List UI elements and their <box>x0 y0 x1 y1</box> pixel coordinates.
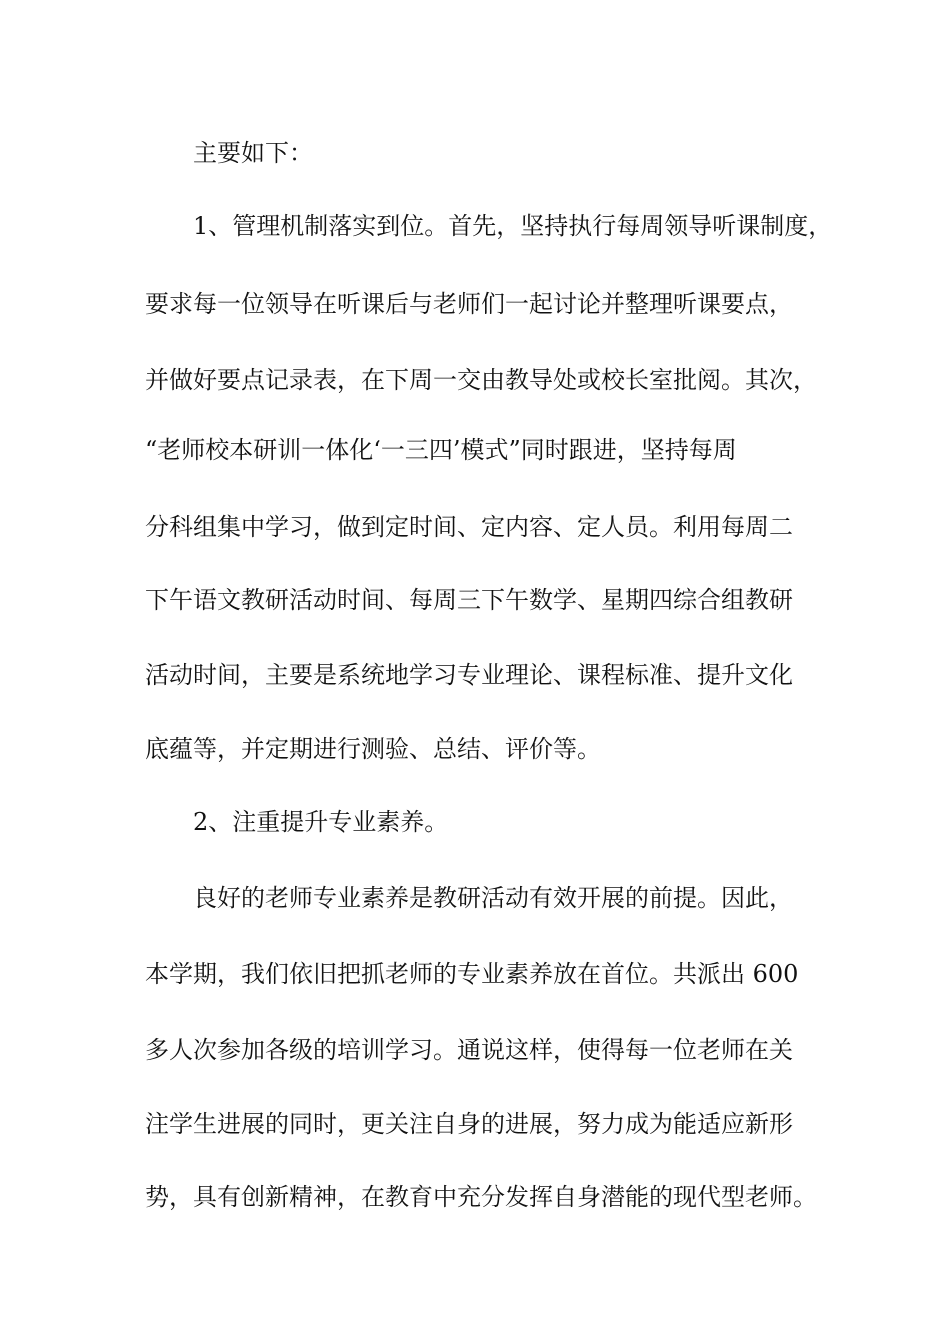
text-line: 下午语文教研活动时间、每周三下午数学、星期四综合组教研 <box>145 586 793 614</box>
text-line: 注学生进展的同时，更关注自身的进展，努力成为能适应新形 <box>145 1110 793 1138</box>
text-line: “老师校本研训一体化‘一三四’模式”同时跟进，坚持每周 <box>145 436 737 464</box>
text-line: 活动时间，主要是系统地学习专业理论、课程标准、提升文化 <box>145 661 793 689</box>
text-line: 2、注重提升专业素养。 <box>193 808 449 836</box>
text-line: 势，具有创新精神，在教育中充分发挥自身潜能的现代型老师。 <box>145 1183 817 1211</box>
text-line: 本学期，我们依旧把抓老师的专业素养放在首位。共派出 600 <box>145 960 799 988</box>
text-line: 主要如下： <box>193 139 313 167</box>
text-line: 良好的老师专业素养是教研活动有效开展的前提。因此， <box>193 884 793 912</box>
text-line: 多人次参加各级的培训学习。通说这样，使得每一位老师在关 <box>145 1036 793 1064</box>
text-line: 分科组集中学习，做到定时间、定内容、定人员。利用每周二 <box>145 513 793 541</box>
text-line: 要求每一位领导在听课后与老师们一起讨论并整理听课要点， <box>145 290 793 318</box>
text-line: 并做好要点记录表，在下周一交由教导处或校长室批阅。其次， <box>145 366 817 394</box>
text-line: 底蕴等，并定期进行测验、总结、评价等。 <box>145 735 601 763</box>
text-line: 1、管理机制落实到位。首先，坚持执行每周领导听课制度， <box>193 212 833 240</box>
